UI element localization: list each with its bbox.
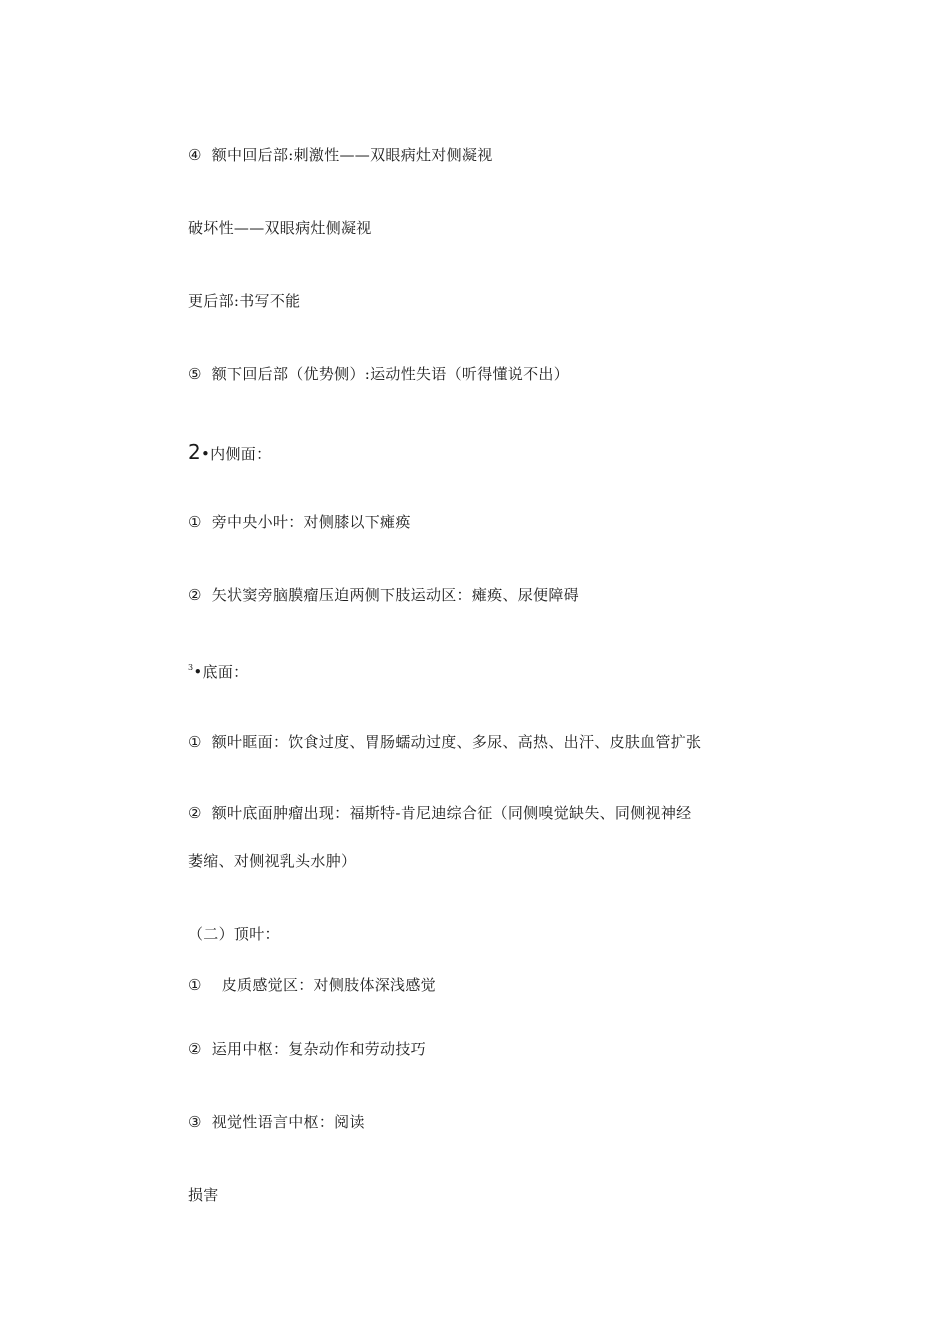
heading-text: （二）顶叶： bbox=[188, 925, 280, 943]
heading-text: •内侧面： bbox=[201, 445, 272, 463]
line-orbital-surface bbox=[188, 732, 701, 752]
line-text: 旁中央小叶：对侧膝以下瘫痪 bbox=[211, 513, 411, 531]
line-damage bbox=[188, 1185, 219, 1205]
list-number: ① bbox=[188, 513, 202, 531]
line-text: 额叶底面肿瘤出现：福斯特-肯尼迪综合征（同侧嗅觉缺失、同侧视神经 bbox=[211, 804, 692, 822]
list-number: ① bbox=[188, 976, 202, 994]
list-number: ② bbox=[188, 586, 202, 604]
line-text: 矢状窦旁脑膜瘤压迫两侧下肢运动区：瘫痪、尿便障碍 bbox=[211, 586, 579, 604]
heading-text: •底面： bbox=[193, 663, 249, 681]
line-praxis-center bbox=[188, 1039, 426, 1059]
line-basal-tumor-cont bbox=[188, 851, 356, 871]
line-basal-tumor bbox=[188, 803, 691, 823]
line-inferior-frontal-gyrus bbox=[188, 364, 569, 384]
heading-basal-surface bbox=[188, 658, 248, 682]
line-posterior-part bbox=[188, 291, 300, 311]
line-frontal-mid-gyrus bbox=[188, 145, 493, 165]
line-text: 损害 bbox=[188, 1186, 219, 1204]
line-text: 额下回后部（优势侧）:运动性失语（听得懂说不出） bbox=[211, 365, 570, 383]
list-number: ② bbox=[188, 1040, 202, 1058]
line-visual-language-center bbox=[188, 1112, 365, 1132]
line-destructive bbox=[188, 218, 372, 238]
line-text: 破坏性——双眼病灶侧凝视 bbox=[188, 219, 372, 237]
line-text: 额中回后部:刺激性——双眼病灶对侧凝视 bbox=[211, 146, 493, 164]
list-number: ① bbox=[188, 733, 202, 751]
heading-parietal-lobe bbox=[188, 924, 280, 944]
list-number: ④ bbox=[188, 146, 202, 164]
line-parasagittal-meningioma bbox=[188, 585, 579, 605]
line-text: 皮质感觉区：对侧肢体深浅感觉 bbox=[221, 976, 436, 994]
heading-number: 2 bbox=[188, 440, 202, 464]
heading-number: 3 bbox=[188, 663, 194, 672]
heading-medial-surface bbox=[188, 442, 271, 464]
line-text: 更后部:书写不能 bbox=[188, 292, 301, 310]
list-number: ⑤ bbox=[188, 365, 202, 383]
line-text: 视觉性语言中枢：阅读 bbox=[211, 1113, 365, 1131]
line-paracentral-lobule bbox=[188, 512, 411, 532]
list-number: ② bbox=[188, 804, 202, 822]
list-number: ③ bbox=[188, 1113, 202, 1131]
line-text: 运用中枢：复杂动作和劳动技巧 bbox=[211, 1040, 426, 1058]
line-sensory-cortex bbox=[188, 975, 436, 995]
line-text: 额叶眶面：饮食过度、胃肠蠕动过度、多尿、高热、出汗、皮肤血管扩张 bbox=[211, 733, 702, 751]
line-text: 萎缩、对侧视乳头水肿） bbox=[188, 852, 357, 870]
